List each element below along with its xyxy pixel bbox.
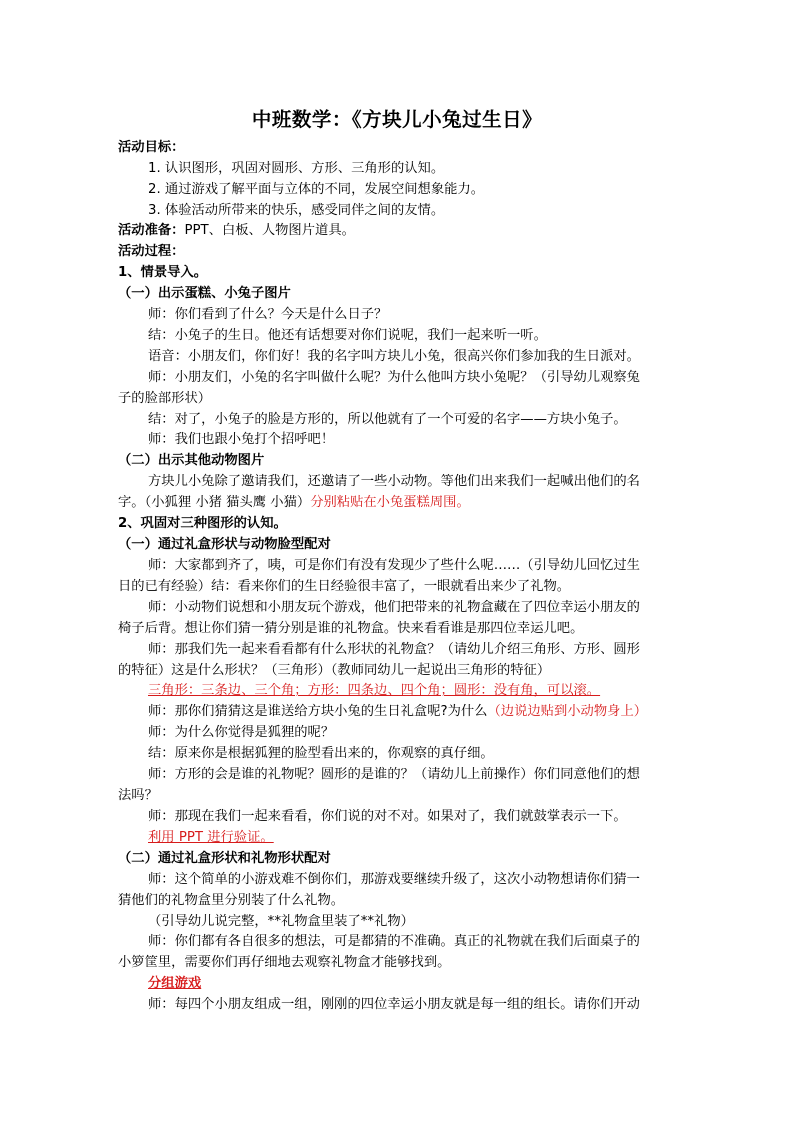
paragraph-line: 师：方形的会是谁的礼物呢？圆形的是谁的？（请幼儿上前操作）你们同意他们的想 (148, 767, 640, 782)
paragraph-line: 结：对了，小兔子的脸是方形的，所以他就有了一个可爱的名字——方块小兔子。 (148, 412, 627, 427)
subsection-heading: （一）出示蛋糕、小兔子图片 (118, 286, 291, 301)
goal-item: 3. 体验活动所带来的快乐，感受同伴之间的友情。 (148, 203, 445, 218)
paragraph-line (118, 493, 470, 513)
paragraph-line: 师：你们看到了什么？今天是什么日子？ (148, 307, 388, 322)
ppt-verify-note: 利用 PPT 进行验证。 (148, 830, 274, 845)
prep-label: 活动准备： (118, 223, 185, 238)
paragraph-line: 的特征）这是什么形状？（三角形）（教师同幼儿一起说出三角形的特征） (118, 663, 551, 678)
paragraph-line: 椅子后背。想让你们猜一猜分别是谁的礼物盒。快来看看谁是那四位幸运儿吧。 (118, 621, 584, 636)
paragraph-line: 师：为什么你觉得是狐狸的呢？ (148, 725, 335, 740)
paragraph-line: 师：那我们先一起来看看都有什么形状的礼物盒？（请幼儿介绍三角形、方形、圆形 (148, 642, 640, 657)
section-heading: 2、巩固对三种图形的认知。 (118, 516, 287, 531)
page-title: 中班数学：《方块儿小兔过生日》 (251, 108, 543, 131)
paragraph-line (148, 702, 647, 722)
paragraph-line: 师：你们都有各自很多的想法，可是都猜的不准确。真正的礼物就在我们后面桌子的 (148, 934, 640, 949)
paragraph-line: （引导幼儿说完整，**礼物盒里装了**礼物） (148, 914, 414, 929)
question-text: 师：那你们猜猜这是谁送给方块小兔的生日礼盒呢?为什么 (148, 704, 488, 719)
subsection-heading: （二）出示其他动物图片 (118, 453, 265, 468)
paragraph-line: 师：这个简单的小游戏难不倒你们，那游戏要继续升级了，这次小动物想请你们猜一 (148, 872, 640, 887)
paragraph-line: 师：那现在我们一起来看看，你们说的对不对。如果对了，我们就鼓掌表示一下。 (148, 809, 627, 824)
paragraph-line: 小箩筐里，需要你们再仔细地去观察礼物盒才能够找到。 (118, 955, 451, 970)
prep-text: PPT、白板、人物图片道具。 (184, 223, 355, 238)
teacher-note: （边说边贴到小动物身上） (487, 704, 648, 719)
goal-item: 1. 认识图形，巩固对圆形、方形、三角形的认知。 (148, 161, 445, 176)
process-heading: 活动过程： (118, 244, 185, 259)
paragraph-line: 师：小动物们说想和小朋友玩个游戏，他们把带来的礼物盒藏在了四位幸运小朋友的 (148, 600, 640, 615)
shape-features-note: 三角形：三条边、三个角；方形：四条边、四个角；圆形：没有角，可以滚。 (148, 683, 601, 698)
paragraph-line: 语音：小朋友们，你们好！我的名字叫方块儿小兔，很高兴你们参加我的生日派对。 (148, 349, 640, 364)
paragraph-line: 结：原来你是根据狐狸的脸型看出来的，你观察的真仔细。 (148, 746, 494, 761)
paragraph-line: 师：大家都到齐了，咦，可是你们有没有发现少了些什么呢……（引导幼儿回忆过生 (148, 558, 640, 573)
prep-line (118, 221, 355, 241)
subsection-heading: （一）通过礼盒形状与动物脸型配对 (118, 537, 331, 552)
teacher-note: 分别粘贴在小兔蛋糕周围。 (310, 495, 470, 510)
paragraph-line: 师：每四个小朋友组成一组，刚刚的四位幸运小朋友就是每一组的组长。请你们开动 (148, 997, 640, 1012)
paragraph-line: 结：小兔子的生日。他还有话想要对你们说呢，我们一起来听一听。 (148, 328, 547, 343)
paragraph-line: 师：我们也跟小兔打个招呼吧！ (148, 432, 335, 447)
paragraph-line: 师：小朋友们，小兔的名字叫做什么呢？为什么他叫方块小兔呢？（引导幼儿观察兔 (148, 370, 640, 385)
paragraph-line: 猜他们的礼物盒里分别装了什么礼物。 (118, 893, 345, 908)
goal-heading: 活动目标： (118, 140, 185, 155)
subsection-heading: （二）通过礼盒形状和礼物形状配对 (118, 851, 331, 866)
animal-list: 字。（小狐狸 小猪 猫头鹰 小猫） (118, 495, 311, 510)
paragraph-line: 法吗？ (118, 788, 158, 803)
goal-item: 2. 通过游戏了解平面与立体的不同，发展空间想象能力。 (148, 182, 485, 197)
paragraph-line: 日的已有经验）结：看来你们的生日经验很丰富了，一眼就看出来少了礼物。 (118, 579, 571, 594)
group-game-heading: 分组游戏 (148, 976, 202, 991)
paragraph-line: 子的脸部形状） (118, 391, 212, 406)
section-heading: 1、情景导入。 (118, 265, 208, 280)
paragraph-line: 方块儿小兔除了邀请我们，还邀请了一些小动物。等他们出来我们一起喊出他们的名 (148, 474, 640, 489)
